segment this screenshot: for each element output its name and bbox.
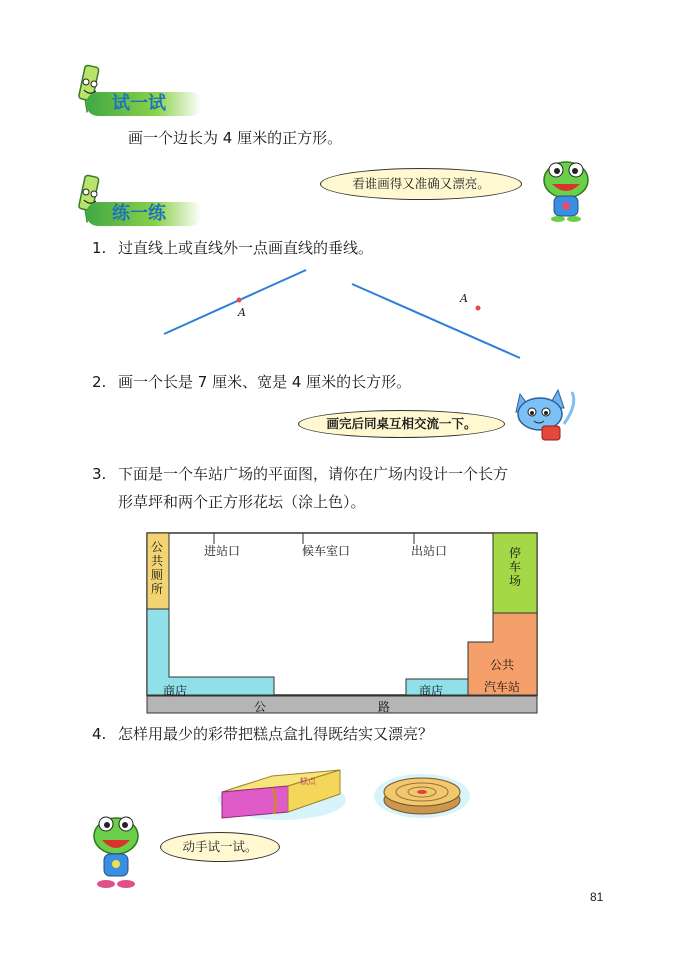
shop-right-label: 商店 [419,684,444,698]
cat-mascot-icon [512,384,584,448]
exercise-1-text: 过直线上或直线外一点画直线的垂线。 [118,239,374,257]
exercise-3-text-line2: 形草坪和两个正方形花坛（涂上色）。 [118,493,366,511]
point-label-off-line: A [460,292,468,305]
bus-station-label-2: 汽车站 [484,680,521,694]
toilet-label: 公共厕所 [150,540,163,596]
entrance-label: 进站口 [204,544,241,558]
speech-bubble-precise: 看谁画得又准确又漂亮。 [320,168,522,200]
cake-box-label: 糕点 [300,777,316,786]
parking-label: 停车场 [508,546,521,588]
exercise-2-number: 2. [92,373,107,391]
frog-mascot-icon [88,814,144,890]
perpendicular-lines-figure [150,262,540,366]
page-number: 81 [590,890,604,904]
bus-station-label-1: 公共 [490,658,515,672]
speech-bubble-try: 动手试一试。 [160,832,280,862]
rectangular-cake-box [216,766,346,822]
speech-bubble-discuss: 画完后同桌互相交流一下。 [298,410,505,438]
exercise-3-text-line1: 下面是一个车站广场的平面图，请你在广场内设计一个长方 [118,465,509,483]
shop-left-label: 商店 [163,684,188,698]
line-right [352,284,520,358]
exercise-1-number: 1. [92,239,107,257]
exercise-4-number: 4. [92,725,107,743]
point-label-on-line: A [238,306,246,319]
station-plaza-plan [146,532,538,714]
round-cake-box [372,770,472,820]
point-off-line [476,306,481,311]
point-on-line [237,298,242,303]
line-left [164,270,306,334]
exercise-4-text: 怎样用最少的彩带把糕点盒扎得既结实又漂亮？ [118,725,434,743]
practice-section-title: 练一练 [86,202,202,226]
exercise-3-number: 3. [92,465,107,483]
exercise-2-text: 画一个长是 7 厘米、宽是 4 厘米的长方形。 [118,373,412,391]
try-task-text: 画一个边长为 4 厘米的正方形。 [128,129,343,147]
road-area [147,696,537,713]
frog-mascot-icon [536,158,596,224]
road-label-left: 公 [254,700,267,714]
try-section-title: 试一试 [86,92,202,116]
waiting-room-label: 候车室口 [302,544,351,558]
exit-label: 出站口 [411,544,448,558]
road-label-right: 路 [378,700,391,714]
